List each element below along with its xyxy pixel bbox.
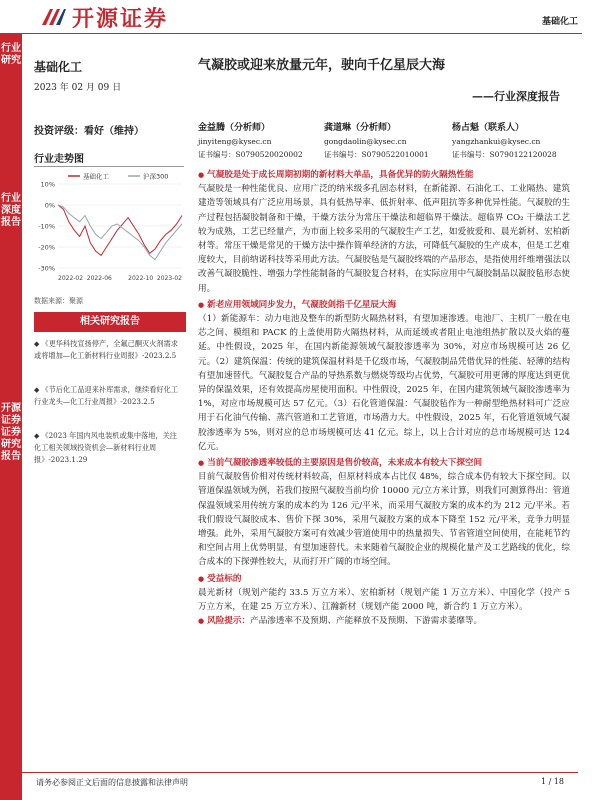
header-category: 基础化工 (541, 17, 578, 27)
investment-rating: 投资评级：看好（维持） (34, 126, 144, 137)
chart-x-tick-label: 2022-02 (58, 275, 84, 282)
logo (40, 2, 168, 32)
analyst-cert: 证书编号：S0790522010001 (324, 150, 429, 159)
section-heading: ● 风险提示： (198, 616, 251, 627)
chart-x-tick-label: 2022-10 (128, 275, 154, 282)
footer-disclaimer: 请务必参阅正文后面的信息披露和法律声明 (36, 778, 188, 787)
analyst-name: 龚道琳（分析师） (324, 123, 397, 133)
chart-y-tick-label: 0% (44, 201, 55, 210)
chart-y-tick-label: -30% (38, 264, 55, 273)
report-subtitle: ——行业深度报告 (472, 90, 560, 103)
section-paragraph: （1）新能源车：动力电池及整车的新型防火隔热材料，有望加速渗透。电池厂、主机厂一般在电芯之间、模组和 PACK 的上盖使用防火隔热材料，从而延缓或者阻止电池组热扩散以及火焰的蔓延。中性假设，2025 年，在国内新能源领域气凝胶渗透率为 30%，对应市场规模可达 26 亿元。（2）建筑保温：传统的建筑保温材料是千亿级市场，气凝胶制品凭借优异的性能、轻薄的结构有望加速替代。气凝胶复合产品的导热系数与燃烧等级均占优势，气凝胶可用更薄的厚度达到更优异的保温效果，还有效提高房屋使用面积。中性假设，2025 年，在国内建筑领域气凝胶渗透率为 1%，对应市场规模可达 57 亿元。（3）石化管道保温：气凝胶毡作为一种耐型绝热材料可广泛应用于石化油气传输、蒸汽管道和工艺管道，市场潜力大。中性假设，2025 年，石化管道领域气凝胶渗透率为 5%，则对应的总市场规模可达 41 亿元。综上，以上合计对应的总市场规模可达 124 亿元。 (198, 314, 570, 452)
page-number: 1 / 18 (540, 777, 564, 786)
related-report-item[interactable]: ◆ 《更华科技宣扬停产，全氟己酮灭火剂需求或将增加—化工新材料行业周报》-2023.2.5 (34, 339, 178, 360)
analyst-cert: 证书编号：S0790520020002 (198, 150, 303, 159)
logo-text: 开源证券 (72, 6, 169, 32)
strip-text-top: 行业研究 (1, 43, 21, 66)
section-paragraph: 气凝胶是一种性能优良、应用广泛的纳米级多孔固态材料，在新能源、石油化工、工业隔热、建筑建造等领域具有广泛应用场景，具有低热导率、低折射率、低声阻抗等多种优异性能。气凝胶的生产过程包括凝胶制备和干燥，干燥方法分为常压干燥法和超临界干燥法。超临界 CO₂ 干燥法工艺较为成熟，工艺已经量产，为市面上较多采用的气凝胶生产工艺，如爱彼爱和、晨光新材、宏柏新材等。常压干燥是常见的干燥方法中操作简单经济的方法，可降低气凝胶的生产成本，但是工艺难度较大，目前纳诺科技等采用此方法。气凝胶毡是气凝胶终端的产品形态，是指使用纤维增强法以改善气凝胶脆性、增强力学性能制备的气凝胶复合材料，在实际应用中气凝胶制品以凝胶毡形态使用。 (198, 184, 570, 294)
related-report-item[interactable]: ◆ 《节后化工品迎来补库需求，继续看好化工行业龙头—化工行业周报》-2023.2.5 (34, 385, 178, 406)
bullet-icon: ● (198, 574, 205, 583)
analyst-card (452, 122, 557, 161)
trend-chart-title: 行业走势图 (34, 154, 84, 165)
analyst-card (324, 122, 429, 161)
footer-divider (22, 772, 578, 773)
related-report-text: 《更华科技宣扬停产，全氟己酮灭火剂需求或将增加—化工新材料行业周报》-2023.2.5 (34, 339, 178, 360)
analyst-email[interactable]: gongdaolin@kysec.cn (324, 137, 407, 146)
related-report-text: 《2023 年国内风电装机或集中落地，关注化工相关领域投资机会—新材料行业周报》-2023.1.29 (34, 431, 177, 464)
chart-x-tick-label: 2022-06 (86, 275, 112, 282)
chart-series-line (58, 205, 182, 255)
related-report-text: 《节后化工品迎来补库需求，继续看好化工行业龙头—化工行业周报》-2023.2.5 (34, 385, 178, 406)
analyst-email[interactable]: jinyiteng@kysec.cn (198, 137, 272, 146)
related-reports-header: 相关研究报告 (34, 312, 186, 332)
side-strip (0, 33, 22, 800)
chart-x-tick-label: 2023-02 (156, 275, 182, 282)
section-paragraph: 目前气凝胶售价相对传统材料较高，但原材料成本占比仅 48%，综合成本仍有较大下探空间。以管道保温领域为例，若我们按照气凝胶当前均价 10000 元/立方米计算，则我们可测算得出：管道保温领域采用传统方案的成本约为 126 元/平米，而采用气凝胶方案的成本约为 212 元/平米。若我们假设气凝胶成本、售价下探 30%，采用气凝胶方案的成本下降至 152 元/平米，竞争力明显增强。此外，采用气凝胶方案可有效减少管道使用中的热量损失、节省管道空间使用，在能耗节约和空间占用上优势明显，有望加速替代。未来随着气凝胶企业的规模化量产及工艺路线的优化，综合成本的下探弹性较大，从而打开广阔的市场空间。 (198, 472, 570, 568)
analyst-email[interactable]: yangzhankui@kysec.cn (452, 137, 541, 146)
bullet-icon: ● (198, 171, 205, 179)
analyst-name: 金益腾（分析师） (198, 123, 271, 133)
section-paragraph: 产品渗透率不及预期、产能释放不及预期、下游需求萎靡等。 (250, 616, 483, 627)
section-heading: ● 当前气凝胶渗透率较低的主要原因是售价较高，未来成本有较大下探空间 (198, 458, 483, 469)
bullet-icon: ● (198, 300, 205, 309)
industry-name: 基础化工 (34, 60, 83, 74)
chart-y-tick-label: -20% (38, 243, 55, 252)
chart-y-tick-label: 10% (40, 180, 55, 189)
trend-divider (34, 166, 184, 167)
header-divider (22, 33, 582, 34)
strip-text-middle: 行业深度报告 (1, 193, 21, 228)
bullet-icon: ● (198, 617, 205, 626)
chart-legend-label: 基础化工 (83, 172, 109, 181)
bullet-icon: ● (198, 459, 205, 468)
analyst-card (198, 122, 303, 161)
report-title: 气凝胶或迎来放量元年，驶向千亿星辰大海 (198, 58, 446, 73)
analyst-cert: 证书编号：S0790122120028 (452, 150, 557, 159)
report-body (198, 166, 570, 629)
section-heading: ● 新老应用领域同步发力，气凝胶剑指千亿星辰大海 (198, 299, 397, 310)
section-heading: ● 气凝胶是处于成长周期初期的新材料大单品，具备优异的防火隔热性能 (198, 170, 474, 180)
logo-mark-icon (40, 5, 66, 29)
section-heading: ● 受益标的 (198, 573, 242, 584)
trend-chart (28, 170, 186, 292)
section-paragraph: 晨光新材（规划产能约 33.5 万立方米）、宏柏新材（规划产能 1 万立方米）、中国化学（投产 5 万立方米，在建 25 万立方米）、江瀚新材（规划产能 2000 吨，新合约 1 万立方米）。 (198, 587, 570, 613)
chart-y-tick-label: -10% (38, 222, 55, 231)
report-date: 2023 年 02 月 09 日 (34, 83, 122, 93)
related-report-item[interactable]: ◆ 《2023 年国内风电装机或集中落地，关注化工相关领域投资机会—新材料行业周报》-2023.1.29 (34, 431, 177, 464)
analyst-name: 杨占魁（联系人） (452, 123, 525, 133)
chart-legend-label: 沪深300 (143, 172, 169, 181)
strip-text-bottom: 开源证券 证券研究报告 (1, 403, 21, 462)
chart-source: 数据来源：聚源 (34, 297, 83, 305)
